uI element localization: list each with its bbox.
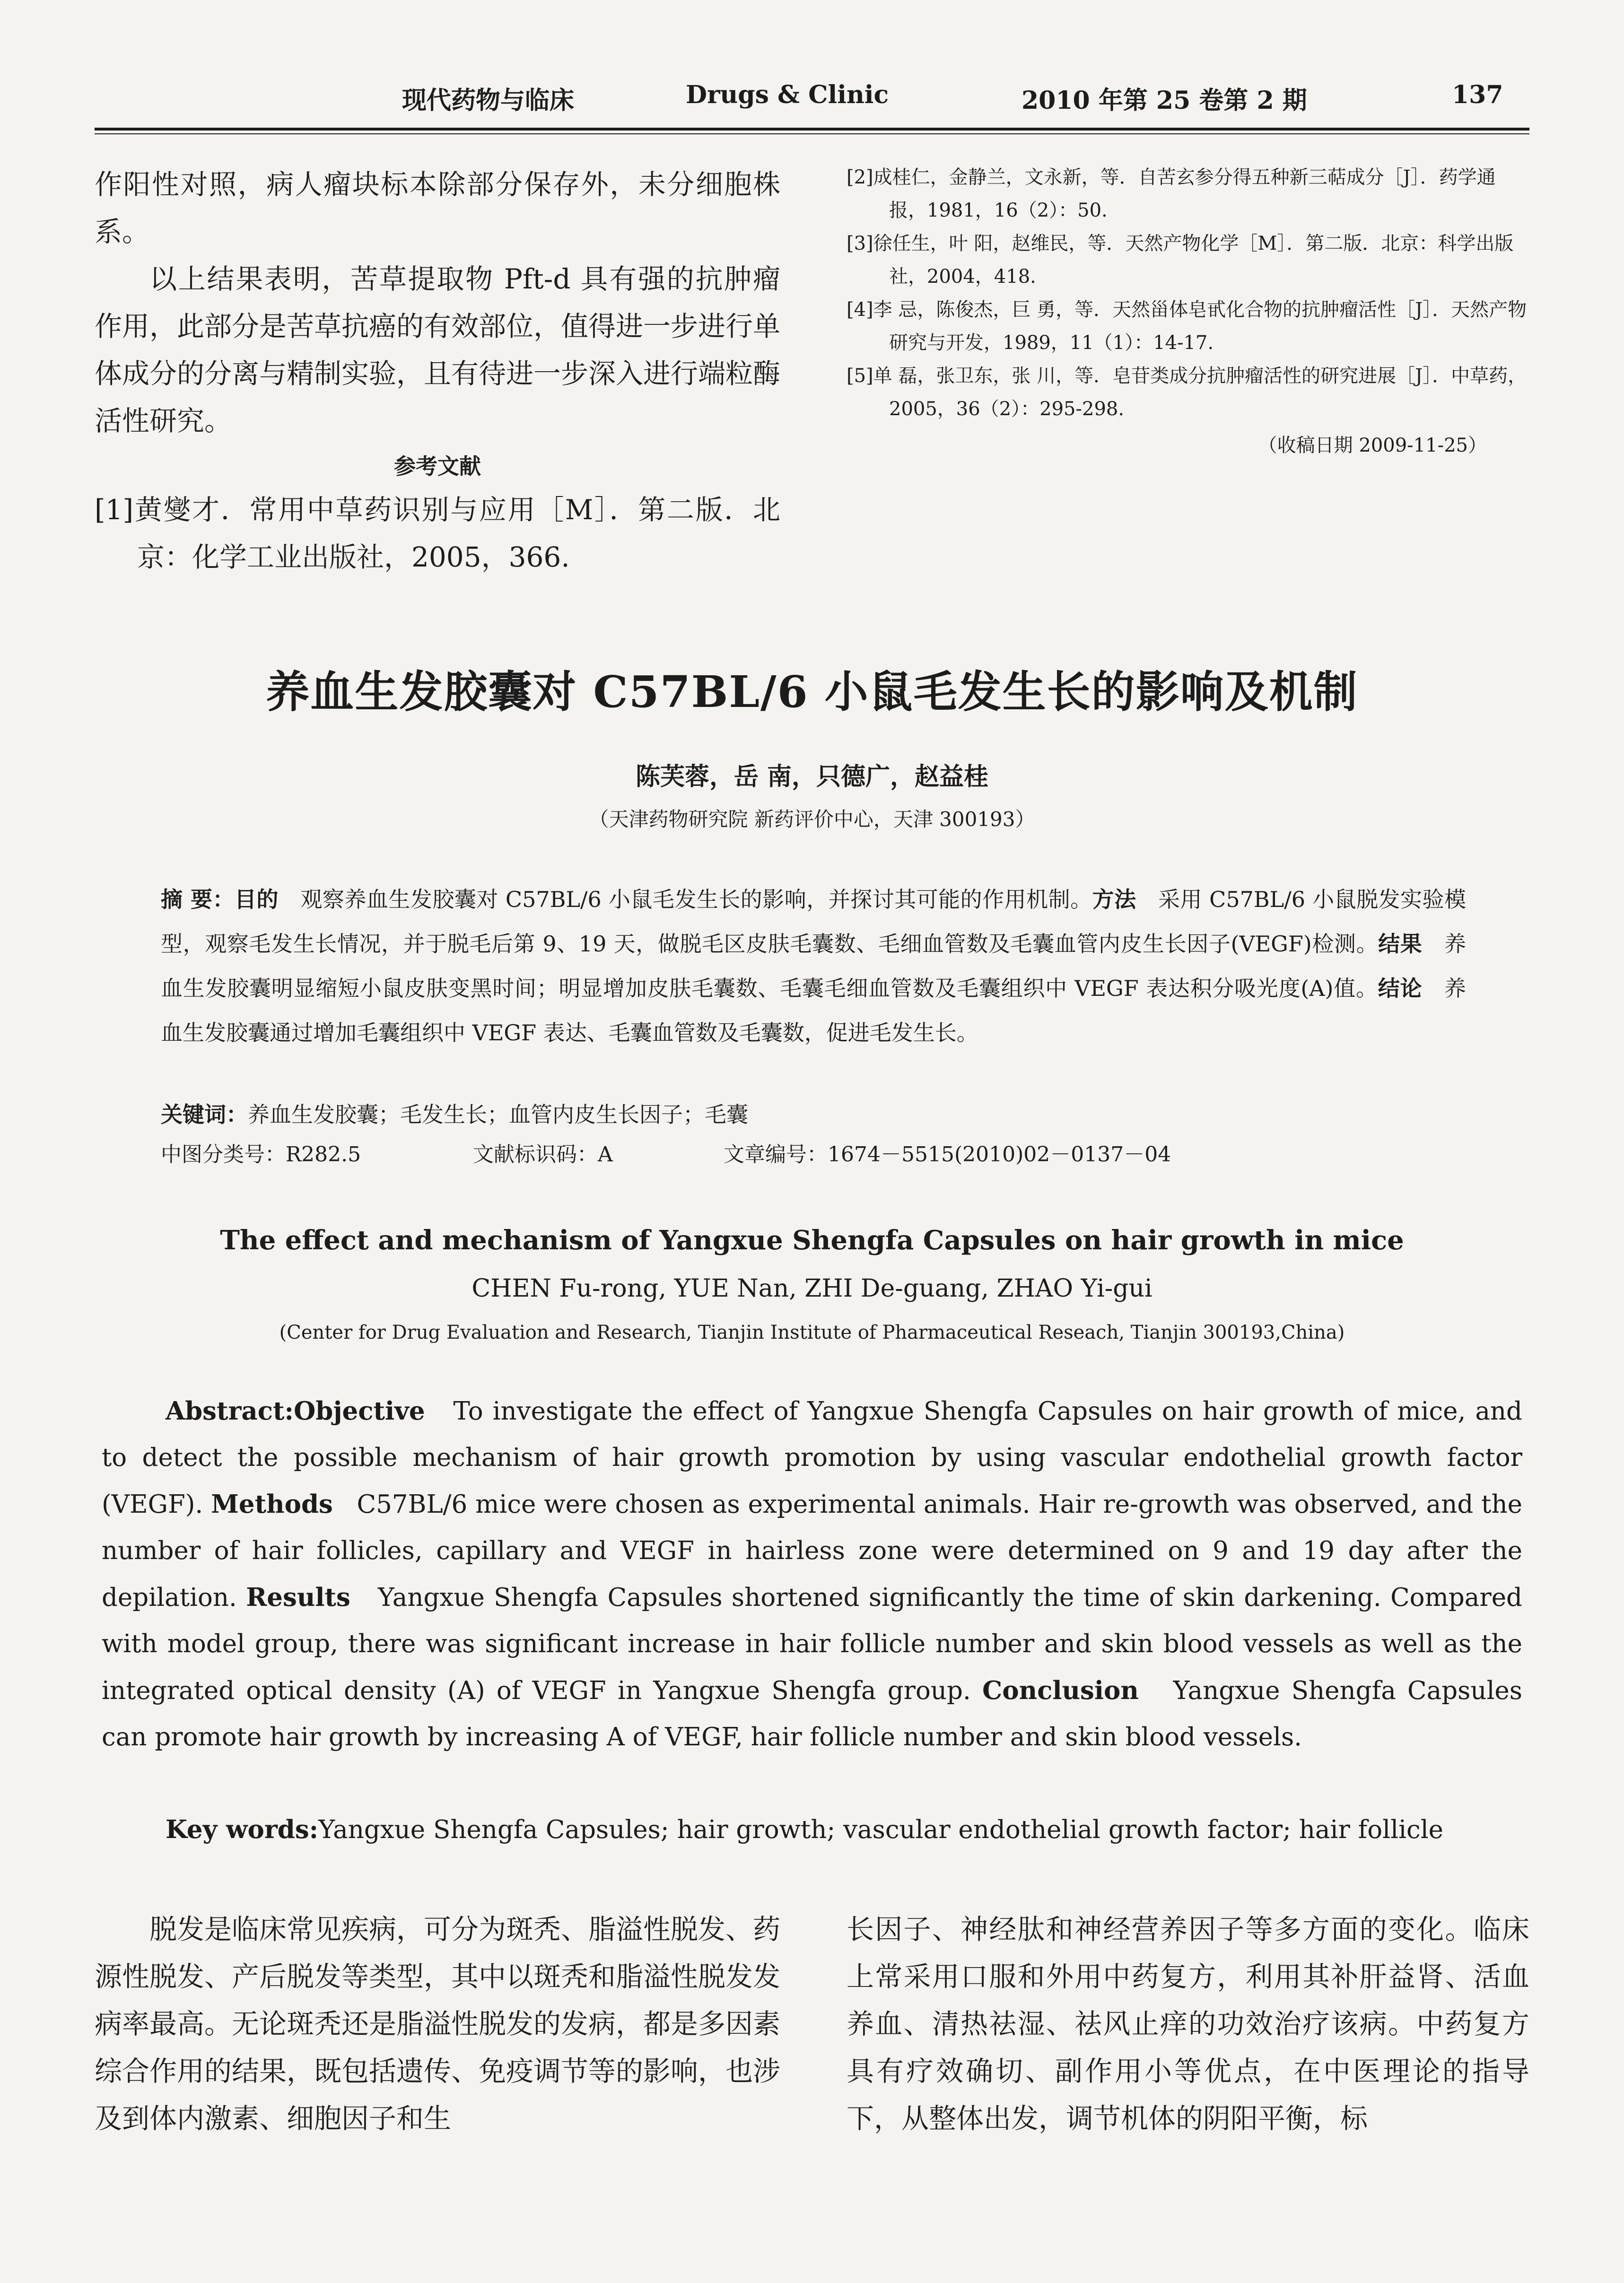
reference-item: [2]成桂仁，金静兰，文永新，等．自苦玄参分得五种新三萜成分［J］．药学通报，1981，16（2）：50. xyxy=(847,166,1496,221)
references-heading: 参考文献 xyxy=(394,453,481,479)
objective-text: 观察养血生发胶囊对 C57BL/6 小鼠毛发生长的影响，并探讨其可能的作用机制。 xyxy=(300,887,1092,912)
objective-text-en: To investigate the effect of Yangxue Shengfa Capsules on hair growth of mice, and to detect the possible mechanism of hair growth promotion by using vascular endothelial growth factor (VEGF). xyxy=(102,1397,1522,1519)
journal-name-en: Drugs & Clinic xyxy=(686,80,889,109)
affiliation-en: (Center for Drug Evaluation and Research, Tianjin Institute of Pharmaceutical Reseach, Tianjin 300193,China) xyxy=(279,1322,1345,1343)
document-code: 文献标识码：A xyxy=(473,1142,613,1167)
abstract-label: 摘 要： xyxy=(161,887,235,912)
abstract-en xyxy=(102,1388,1522,1760)
issue-info: 2010 年第 25 卷第 2 期 xyxy=(1022,86,1307,115)
left-column-top xyxy=(95,161,780,581)
conclusion-label-en: Conclusion xyxy=(982,1676,1139,1705)
methods-label: 方法 xyxy=(1092,887,1136,912)
keywords-label-en: Key words: xyxy=(166,1815,319,1844)
reference-item: [1]黄燮才．常用中草药识别与应用［M］．第二版．北京：化学工业出版社，2005，366. xyxy=(95,494,780,573)
methods-label-en: Methods xyxy=(211,1490,333,1519)
clc-number: 中图分类号：R282.5 xyxy=(161,1142,361,1167)
authors-en: CHEN Fu-rong, YUE Nan, ZHI De-guang, ZHAO Yi-gui xyxy=(471,1274,1153,1303)
journal-name-cn: 现代药物与临床 xyxy=(402,86,575,115)
affiliation-cn: （天津药物研究院 新药评价中心，天津 300193） xyxy=(589,808,1035,831)
reference-item: [4]李 忌，陈俊杰，巨 勇，等．天然甾体皂甙化合物的抗肿瘤活性［J］．天然产物研究与开发，1989，11（1）：14-17. xyxy=(847,299,1527,354)
body-right-column xyxy=(847,1906,1529,2142)
keywords-en xyxy=(166,1806,1529,1853)
keywords-label: 关键词： xyxy=(161,1102,248,1127)
results-label-en: Results xyxy=(246,1583,350,1612)
article-number: 文章编号：1674－5515(2010)02－0137－04 xyxy=(724,1142,1171,1167)
results-text: 养血生发胶囊明显缩短小鼠皮肤变黑时间；明显增加皮肤毛囊数、毛囊毛细血管数及毛囊组织中 VEGF 表达积分吸光度(A)值。 xyxy=(161,931,1467,1001)
paragraph: 作阳性对照，病人瘤块标本除部分保存外，未分细胞株系。 xyxy=(95,168,780,248)
conclusion-text-en: Yangxue Shengfa Capsules can promote hair growth by increasing A of VEGF, hair follicle number and skin blood vessels. xyxy=(102,1676,1522,1751)
reference-item: [5]单 磊，张卫东，张 川，等．皂苷类成分抗肿瘤活性的研究进展［J］．中草药，2005，36（2）：295-298. xyxy=(847,365,1527,420)
keywords-text: 养血生发胶囊；毛发生长；血管内皮生长因子；毛囊 xyxy=(248,1102,748,1127)
conclusion-label: 结论 xyxy=(1378,976,1423,1001)
paragraph: 长因子、神经肽和神经营养因子等多方面的变化。临床上常采用口服和外用中药复方，利用其补肝益肾、活血养血、清热祛湿、祛风止痒的功效治疗该病。中药复方具有疗效确切、副作用小等优点，在中医理论的指导下，从整体出发，调节机体的阴阳平衡，标 xyxy=(847,1913,1529,2135)
paragraph: 脱发是临床常见疾病，可分为斑秃、脂溢性脱发、药源性脱发、产后脱发等类型，其中以斑秃和脂溢性脱发发病率最高。无论斑秃还是脂溢性脱发的发病，都是多因素综合作用的结果，既包括遗传、免疫调节等的影响，也涉及到体内激素、细胞因子和生 xyxy=(95,1913,781,2135)
methods-text: 采用 C57BL/6 小鼠脱发实验模型，观察毛发生长情况，并于脱毛后第 9、19 天，做脱毛区皮肤毛囊数、毛细血管数及毛囊血管内皮生长因子(VEGF)检测。 xyxy=(161,887,1467,957)
results-label: 结果 xyxy=(1378,931,1423,957)
header-rule-thin xyxy=(95,133,1529,134)
abstract-label-en: Abstract: xyxy=(166,1396,294,1426)
results-text-en: Yangxue Shengfa Capsules shortened significantly the time of skin darkening. Compared with model group, there was significant increase in hair follicle number and skin blood vessels as well as the integrated optical density (A) of VEGF in Yangxue Shengfa group. xyxy=(102,1583,1522,1705)
article-title-en: The effect and mechanism of Yangxue Shengfa Capsules on hair growth in mice xyxy=(220,1225,1404,1256)
reference-item: [3]徐任生，叶 阳，赵维民，等．天然产物化学［M］．第二版．北京：科学出版社，2004，418. xyxy=(847,233,1514,288)
right-column-top xyxy=(847,161,1529,457)
objective-label: 目的 xyxy=(234,887,279,912)
authors-cn: 陈芙蓉，岳 南，只德广，赵益桂 xyxy=(635,762,989,791)
objective-label-en: Objective xyxy=(294,1396,425,1426)
methods-text-en: C57BL/6 mice were chosen as experimental animals. Hair re-growth was observed, and the number of hair follicles, capillary and VEGF in hairless zone were determined on 9 and 19 day after the depilation. xyxy=(102,1490,1522,1612)
body-left-column xyxy=(95,1906,780,2142)
page-number: 137 xyxy=(1452,80,1503,109)
abstract-cn xyxy=(161,877,1466,1055)
keywords-cn xyxy=(161,1092,1466,1137)
running-header xyxy=(95,80,1529,118)
article-title-cn: 养血生发胶囊对 C57BL/6 小鼠毛发生长的影响及机制 xyxy=(266,666,1358,717)
keywords-text-en: Yangxue Shengfa Capsules; hair growth; vascular endothelial growth factor; hair follicle xyxy=(318,1815,1444,1844)
paragraph: 以上结果表明，苦草提取物 Pft-d 具有强的抗肿瘤作用，此部分是苦草抗癌的有效部位，值得进一步进行单体成分的分离与精制实验，且有待进一步深入进行端粒酶活性研究。 xyxy=(95,263,781,437)
classification-line xyxy=(161,1137,1466,1182)
conclusion-text: 养血生发胶囊通过增加毛囊组织中 VEGF 表达、毛囊血管数及毛囊数，促进毛发生长。 xyxy=(161,976,1467,1046)
received-date: （收稿日期 2009-11-25） xyxy=(1258,435,1487,456)
header-rule-thick xyxy=(95,128,1529,131)
